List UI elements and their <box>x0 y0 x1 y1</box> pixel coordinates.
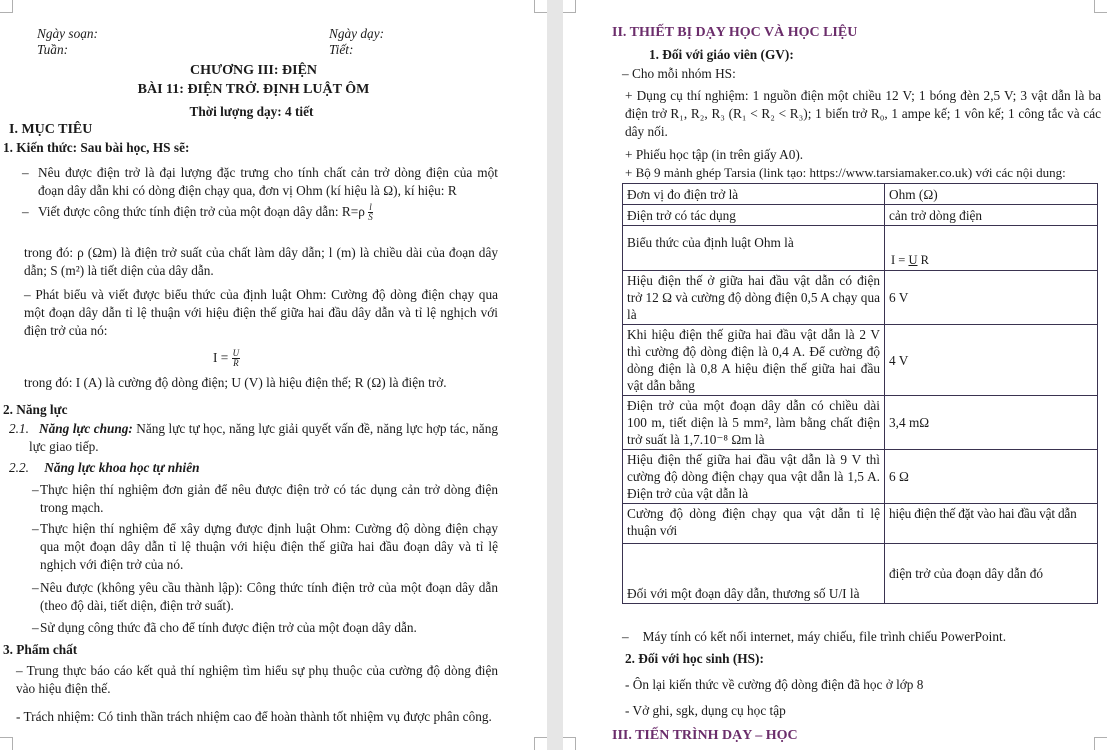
crop-mark <box>534 0 547 13</box>
table-row <box>623 396 1098 450</box>
per-group-label: – Cho mỗi nhóm HS: <box>622 66 736 81</box>
table-row <box>623 205 1098 226</box>
table-cell-answer: I = U R <box>885 226 1098 271</box>
table-cell-answer: 6 Ω <box>885 450 1098 504</box>
table-cell-question: Điện trở của một đoạn dây dẫn có chiều dài 100 m, tiết diện là 5 mm², làm bằng chất điện trở suất là 1,7.10⁻⁸ Ωm là <box>623 396 885 450</box>
crop-mark <box>563 737 576 750</box>
table-cell-question: Khi hiệu điện thế giữa hai đầu vật dẫn là 2 V thì cường độ dòng điện là 0,4 A. Để cường độ dòng điện là 0,8 A hiệu điện thế giữa hai đầu vật dẫn bằng <box>623 325 885 396</box>
science-item-3: – Nêu được (không yêu cầu thành lập): Công thức tính điện trở của một đoạn dây dẫn (theo độ dài, tiết diện, điện trở suất). <box>32 580 498 613</box>
science-item-1: – Thực hiện thí nghiệm đơn giản để nêu được điện trở có tác dụng cản trở dòng điện trong mạch. <box>32 482 498 515</box>
document-page-left <box>0 0 547 750</box>
table-cell-answer: cản trở dòng điện <box>885 205 1098 226</box>
duration: Thời lượng dạy: 4 tiết <box>189 104 314 119</box>
knowledge-item-2: – Viết được công thức tính điện trở của một đoạn dây dẫn: R=ρ $\frac{l}{S}$ <box>22 202 373 223</box>
knowledge-heading: 1. Kiến thức: Sau bài học, HS sẽ: <box>3 140 190 155</box>
table-cell-question: Biểu thức của định luật Ohm là <box>623 226 885 271</box>
table-cell-question: Hiệu điện thế ở giữa hai đầu vật dẫn có điện trở 12 Ω và cường độ dòng điện 0,5 A chạy qua là <box>623 271 885 325</box>
table-cell-answer: hiệu điện thế đặt vào hai đầu vật dẫn <box>885 504 1098 544</box>
ohm-law-statement: – Phát biểu và viết được biểu thức của định luật Ohm: Cường độ dòng điện chạy qua một đoạn dây dẫn tỉ lệ thuận với hiệu điện thế giữa hai đầu dây dẫn và tỉ lệ nghịch với điện trở của nó: <box>24 287 498 338</box>
table-cell-answer: 6 V <box>885 271 1098 325</box>
section-process-heading: III. TIẾN TRÌNH DẠY – HỌC <box>612 728 798 743</box>
table-cell-answer: Ohm (Ω) <box>885 184 1098 205</box>
science-item-4: – Sử dụng công thức đã cho để tính được điện trở của một đoạn dây dẫn. <box>32 620 417 635</box>
crop-mark <box>0 0 13 13</box>
tarsia-item: + Bộ 9 mảnh ghép Tarsia (link tạo: https://www.tarsiamaker.co.uk) với các nội dung: <box>625 165 1066 180</box>
crop-mark <box>534 737 547 750</box>
table-row <box>623 544 1098 604</box>
table-cell-question: Đơn vị đo điện trở là <box>623 184 885 205</box>
table-row <box>623 325 1098 396</box>
student-heading: 2. Đối với học sinh (HS): <box>625 651 764 666</box>
section-equipment-heading: II. THIẾT BỊ DẠY HỌC VÀ HỌC LIỆU <box>612 25 858 40</box>
teach-date-label: Ngày dạy: <box>329 26 385 41</box>
quality-item-2: - Trách nhiệm: Có tinh thần trách nhiệm cao để hoàn thành tốt nhiệm vụ được phân công. <box>16 709 492 724</box>
resistance-formula-fraction: $\frac{l}{S}$ <box>368 202 373 223</box>
crop-mark <box>563 0 576 13</box>
table-row <box>623 184 1098 205</box>
science-item-2: – Thực hiện thí nghiệm để xây dựng được định luật Ohm: Cường độ dòng điện chạy qua một đoạn dây dẫn tỉ lệ thuận với hiệu điện thế giữa hai đầu đoạn dây và tỉ lệ nghịch với điện trở của nó. <box>32 521 498 572</box>
crop-mark <box>0 737 13 750</box>
lesson-title: BÀI 11: ĐIỆN TRỞ. ĐỊNH LUẬT ÔM <box>137 82 370 97</box>
student-item-1: - Ôn lại kiến thức về cường độ dòng điện đã học ở lớp 8 <box>625 677 924 692</box>
section-objectives-heading: I. MỤC TIÊU <box>9 122 93 137</box>
table-cell-answer: 3,4 mΩ <box>885 396 1098 450</box>
general-competency: 2.1. Năng lực chung: Năng lực tự học, năng lực giải quyết vấn đề, năng lực hợp tác, năng lực giao tiếp. <box>9 421 498 454</box>
student-item-2: - Vở ghi, sgk, dụng cụ học tập <box>625 703 786 718</box>
worksheet-item: + Phiếu học tập (in trên giấy A0). <box>625 147 804 162</box>
ohm-explanation: trong đó: I (A) là cường độ dòng điện; U (V) là hiệu điện thế; R (Ω) là điện trở. <box>24 375 447 390</box>
document-page-right <box>563 0 1107 750</box>
table-cell-question: Hiệu điện thế giữa hai đầu vật dẫn là 9 V thì cường độ dòng điện chạy qua vật dẫn là 1,5 A. Điện trở của vật dẫn là <box>623 450 885 504</box>
table-row <box>623 271 1098 325</box>
table-cell-answer: điện trở của đoạn dây dẫn đó <box>885 544 1098 604</box>
ohm-formula: I = $\frac{U}{R}$ <box>213 348 240 369</box>
equipment-list: + Dụng cụ thí nghiệm: 1 nguồn điện một chiều 12 V; 1 bóng đèn 2,5 V; 3 vật dẫn là ba điện trở R₁, R₂, R₃ (R₁ < R₂ < R₃); 1 biến trở R₀, 1 ampe kế; 1 vôn kế; 1 công tắc và các dây nối. <box>625 88 1101 139</box>
teacher-heading: 1. Đối với giáo viên (GV): <box>649 47 794 62</box>
science-competency-heading: 2.2. Năng lực khoa học tự nhiên <box>9 460 200 475</box>
knowledge-item-1: – Nêu được điện trở là đại lượng đặc trưng cho tính chất cản trở dòng điện của một đoạn dây dẫn khi có dòng điện chạy qua, đơn vị Ohm (kí hiệu là Ω), kí hiệu: R <box>22 165 498 198</box>
competency-heading: 2. Năng lực <box>3 402 68 417</box>
period-label: Tiết: <box>329 42 354 57</box>
table-row <box>623 504 1098 544</box>
crop-mark <box>1094 0 1107 13</box>
computer-item: – Máy tính có kết nối internet, máy chiếu, file trình chiếu PowerPoint. <box>622 629 1007 644</box>
tarsia-table <box>622 183 1098 604</box>
table-cell-question: Đối với một đoạn dây dẫn, thương số U/I là <box>623 544 885 604</box>
table-row <box>623 226 1098 271</box>
chapter-title: CHƯƠNG III: ĐIỆN <box>189 63 318 78</box>
crop-mark <box>1094 737 1107 750</box>
resistance-explanation: trong đó: ρ (Ωm) là điện trở suất của chất làm dây dẫn; l (m) là chiều dài của đoạn dây dẫn; S (m²) là tiết diện của dây dẫn. <box>24 245 498 278</box>
ohm-numerator: U <box>908 253 918 267</box>
quality-heading: 3. Phẩm chất <box>3 642 78 657</box>
table-cell-question: Cường độ dòng điện chạy qua vật dẫn tỉ lệ thuận với <box>623 504 885 544</box>
prep-date-label: Ngày soạn: <box>37 26 98 41</box>
table-cell-answer: 4 V <box>885 325 1098 396</box>
table-row <box>623 450 1098 504</box>
table-cell-question: Điện trở có tác dụng <box>623 205 885 226</box>
quality-item-1: – Trung thực báo cáo kết quả thí nghiệm tìm hiểu sự phụ thuộc của cường độ dòng điện vào hiệu điện thế. <box>16 663 498 696</box>
week-label: Tuần: <box>37 42 69 57</box>
